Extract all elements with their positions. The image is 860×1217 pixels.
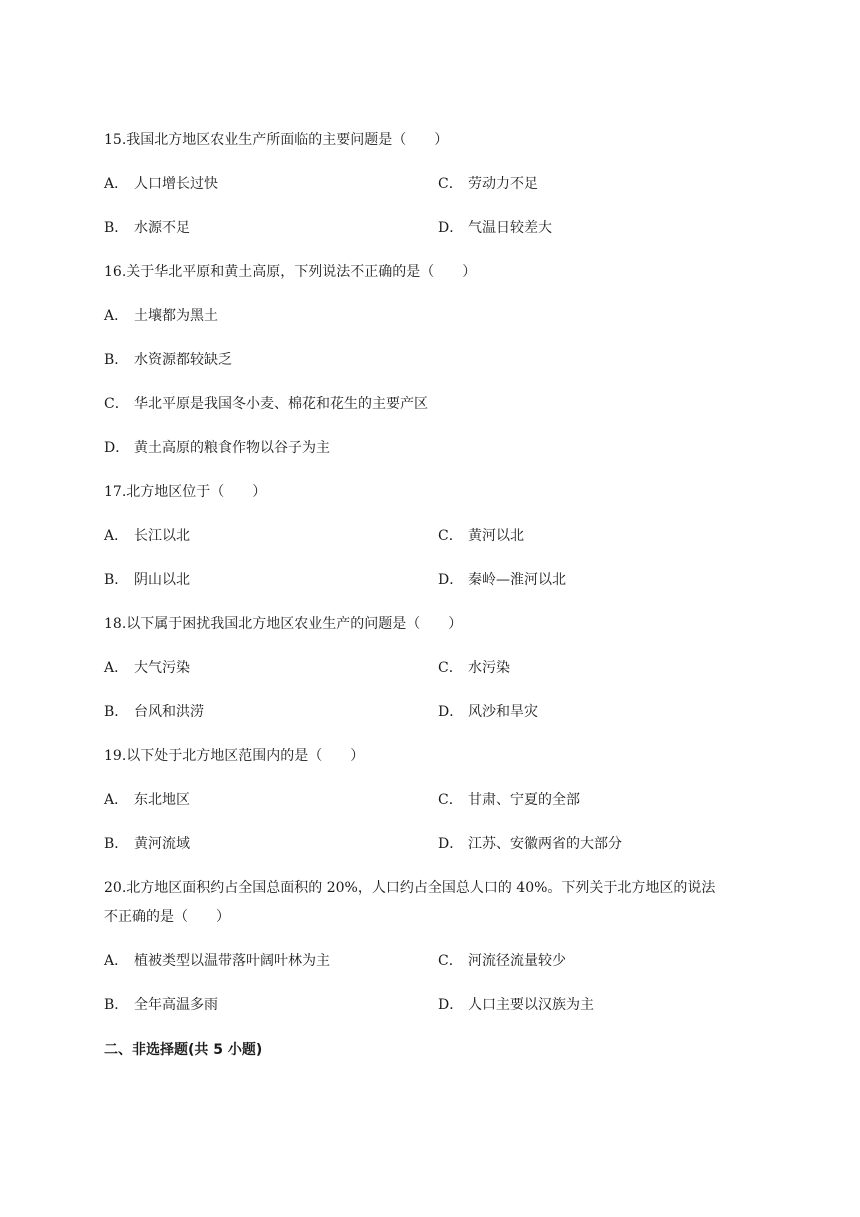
question-15-stem: 15.我国北方地区农业生产所面临的主要问题是（ ） bbox=[104, 132, 449, 148]
option-text: 甘肃、宁夏的全部 bbox=[468, 792, 580, 808]
question-17-option-d bbox=[438, 570, 566, 590]
option-letter: D． bbox=[438, 572, 464, 588]
option-letter: C． bbox=[438, 660, 463, 676]
section-heading: 二、非选择题(共 5 小题) bbox=[104, 1042, 263, 1058]
option-letter: A． bbox=[104, 308, 129, 324]
option-letter: D． bbox=[438, 836, 464, 852]
question-20-option-b bbox=[104, 995, 218, 1015]
option-text: 全年高温多雨 bbox=[134, 997, 218, 1013]
option-text: 人口主要以汉族为主 bbox=[468, 997, 594, 1013]
question-17-option-c bbox=[438, 526, 524, 546]
option-letter: D． bbox=[104, 440, 130, 456]
option-text: 水污染 bbox=[468, 660, 510, 676]
option-letter: D． bbox=[438, 704, 464, 720]
option-text: 大气污染 bbox=[134, 660, 190, 676]
option-letter: D． bbox=[438, 220, 464, 236]
question-16-stem: 16.关于华北平原和黄土高原，下列说法不正确的是（ ） bbox=[104, 264, 477, 280]
option-letter: A． bbox=[104, 792, 129, 808]
question-19-option-a bbox=[104, 790, 190, 810]
option-text: 秦岭—淮河以北 bbox=[468, 572, 566, 588]
question-20-option-c bbox=[438, 951, 566, 971]
option-text: 植被类型以温带落叶阔叶林为主 bbox=[134, 953, 330, 969]
option-letter: C． bbox=[438, 176, 463, 192]
question-16-option-d bbox=[104, 438, 330, 458]
option-text: 黄河流域 bbox=[134, 836, 190, 852]
question-20-option-a bbox=[104, 951, 330, 971]
question-16-option-b bbox=[104, 350, 232, 370]
option-letter: B． bbox=[104, 836, 129, 852]
question-15-option-a bbox=[104, 174, 218, 194]
option-text: 江苏、安徽两省的大部分 bbox=[468, 836, 622, 852]
option-letter: C． bbox=[438, 953, 463, 969]
option-text: 河流径流量较少 bbox=[468, 953, 566, 969]
option-letter: C． bbox=[104, 396, 129, 412]
option-text: 黄土高原的粮食作物以谷子为主 bbox=[134, 440, 330, 456]
question-18-option-c bbox=[438, 658, 510, 678]
question-17-stem: 17.北方地区位于（ ） bbox=[104, 484, 267, 500]
question-17-option-a bbox=[104, 526, 190, 546]
option-text: 水资源都较缺乏 bbox=[134, 352, 232, 368]
question-18-option-d bbox=[438, 702, 538, 722]
option-letter: A． bbox=[104, 953, 129, 969]
option-text: 华北平原是我国冬小麦、棉花和花生的主要产区 bbox=[134, 396, 428, 412]
question-20-option-d bbox=[438, 995, 594, 1015]
option-text: 劳动力不足 bbox=[468, 176, 538, 192]
option-letter: C． bbox=[438, 792, 463, 808]
option-text: 风沙和旱灾 bbox=[468, 704, 538, 720]
option-letter: B． bbox=[104, 220, 129, 236]
option-letter: A． bbox=[104, 660, 129, 676]
option-text: 阴山以北 bbox=[134, 572, 190, 588]
question-15-option-c bbox=[438, 174, 538, 194]
option-letter: A． bbox=[104, 528, 129, 544]
option-letter: B． bbox=[104, 572, 129, 588]
question-15-option-d bbox=[438, 218, 552, 238]
question-18-stem: 18.以下属于困扰我国北方地区农业生产的问题是（ ） bbox=[104, 616, 463, 632]
question-17-option-b bbox=[104, 570, 190, 590]
question-18-option-a bbox=[104, 658, 190, 678]
question-15-option-b bbox=[104, 218, 190, 238]
question-18-option-b bbox=[104, 702, 204, 722]
option-text: 长江以北 bbox=[134, 528, 190, 544]
question-20-stem: 20.北方地区面积约占全国总面积的 20%，人口约占全国总人口的 40%。下列关于北方地区的说法 bbox=[104, 880, 716, 896]
option-letter: D． bbox=[438, 997, 464, 1013]
option-text: 气温日较差大 bbox=[468, 220, 552, 236]
option-letter: B． bbox=[104, 997, 129, 1013]
option-text: 黄河以北 bbox=[468, 528, 524, 544]
option-letter: A． bbox=[104, 176, 129, 192]
option-text: 土壤都为黑土 bbox=[134, 308, 218, 324]
question-19-option-d bbox=[438, 834, 622, 854]
question-19-stem: 19.以下处于北方地区范围内的是（ ） bbox=[104, 748, 365, 764]
option-text: 人口增长过快 bbox=[134, 176, 218, 192]
option-letter: C． bbox=[438, 528, 463, 544]
question-20-stem-continued: 不正确的是（ ） bbox=[104, 909, 230, 925]
question-19-option-c bbox=[438, 790, 580, 810]
option-letter: B． bbox=[104, 704, 129, 720]
option-letter: B． bbox=[104, 352, 129, 368]
question-19-option-b bbox=[104, 834, 190, 854]
option-text: 台风和洪涝 bbox=[134, 704, 204, 720]
question-16-option-a bbox=[104, 306, 218, 326]
option-text: 东北地区 bbox=[134, 792, 190, 808]
option-text: 水源不足 bbox=[134, 220, 190, 236]
question-16-option-c bbox=[104, 394, 428, 414]
